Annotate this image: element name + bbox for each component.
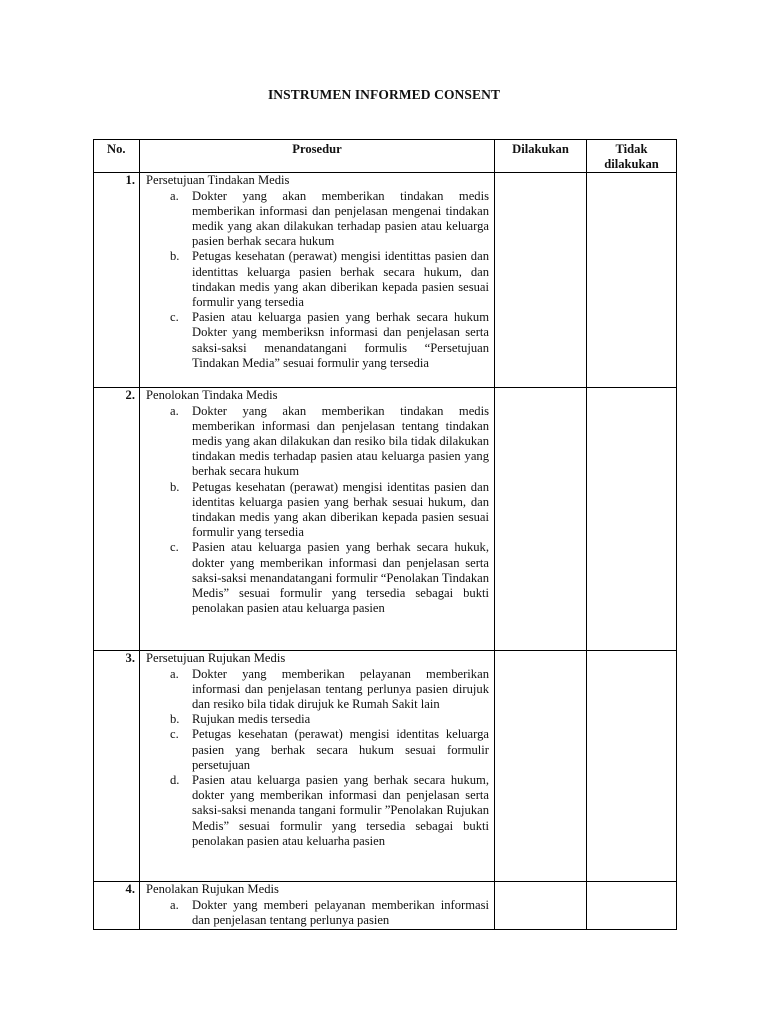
table-row [94, 388, 677, 651]
table-row [94, 651, 677, 882]
list-item: c. Petugas kesehatan (perawat) mengisi identitas keluarga pasien yang berhak secara hukum sesuai formulir persetujuan [170, 727, 489, 772]
step-list [146, 404, 489, 617]
not-done-cell[interactable] [587, 388, 677, 651]
done-cell[interactable] [495, 882, 587, 930]
table-row [94, 173, 677, 388]
list-item: a. Dokter yang akan memberikan tindakan medis memberikan informasi dan penjelasan tentang tindakan medis yang akan dilakukan dan resiko bila tidak dilakukan tindakan medis terhadap pasien atau keluarga pasien yang berhak secara hukum [170, 403, 489, 479]
not-done-cell[interactable] [587, 882, 677, 930]
table-row [94, 882, 677, 930]
done-cell[interactable] [495, 388, 587, 651]
section-title: Penolakan Rujukan Medis [146, 882, 279, 897]
row-number: 1. [94, 173, 140, 388]
list-item: b. Petugas kesehatan (perawat) mengisi identitas pasien dan identitas keluarga pasien yang berhak sesuai hukum, dan tindakan medis yang akan diberikan kepada pasien sesuai formulir yang tersedia [170, 479, 489, 540]
table-header-row [94, 140, 677, 173]
not-done-cell[interactable] [587, 173, 677, 388]
procedure-cell [140, 388, 495, 651]
header-not-done: Tidak dilakukan [587, 140, 677, 173]
section-title: Penolokan Tindaka Medis [146, 388, 278, 403]
procedure-cell [140, 651, 495, 882]
not-done-cell[interactable] [587, 651, 677, 882]
section-title: Persetujuan Tindakan Medis [146, 173, 290, 188]
list-item: c. Pasien atau keluarga pasien yang berhak secara hukum Dokter yang memberiksn informasi dan penjelasan serta saksi-saksi menandatangani formulis “Persetujuan Tindakan Media” sesuai formulir yang tersedia [170, 310, 489, 370]
section-title: Persetujuan Rujukan Medis [146, 651, 286, 666]
step-list [146, 189, 489, 371]
list-item: a. Dokter yang memberikan pelayanan memberikan informasi dan penjelasan tentang perlunya pasien dirujuk dan resiko bila tidak dirujuk ke Rumah Sakit lain [170, 666, 489, 712]
done-cell[interactable] [495, 651, 587, 882]
procedure-cell [140, 173, 495, 388]
consent-table [93, 139, 677, 930]
step-list [146, 898, 489, 928]
procedure-cell [140, 882, 495, 930]
list-item: a. Dokter yang akan memberikan tindakan medis memberikan informasi dan penjelasan mengenai tindakan medik yang akan dilakukan terhadap pasien atau keluarga pasien berhak secara hukum [170, 188, 489, 249]
header-procedure: Prosedur [140, 140, 495, 173]
done-cell[interactable] [495, 173, 587, 388]
list-item: b. Rujukan medis tersedia [170, 712, 311, 727]
list-item: d. Pasien atau keluarga pasien yang berhak secara hukum, dokter yang memberikan informasi dan penjelasan serta saksi-saksi menanda tangani formulir ”Penolakan Rujukan Medis” sesuai formulir yang tersedia sebagai bukti penolakan pasien atau keluarha pasien [170, 773, 489, 848]
list-item: c. Pasien atau keluarga pasien yang berhak secara hukuk, dokter yang memberikan informasi dan penjelasan serta saksi-saksi menandatangani formulir “Penolakan Tindakan Medis” sesuai formulir yang tersedia sebagai bukti penolakan pasien atau keluarga pasien [170, 540, 489, 616]
list-item: a. Dokter yang memberi pelayanan memberikan informasi dan penjelasan tentang perlunya pasien [170, 897, 489, 927]
header-done: Dilakukan [495, 140, 587, 173]
row-number: 2. [94, 388, 140, 651]
list-item: b. Petugas kesehatan (perawat) mengisi identittas pasien dan identittas keluarga pasien berhak secara hukum, dan tindakan medis yang akan diberikan kepada pasien sesuai formulir yang tersedia [170, 249, 489, 310]
step-list [146, 667, 489, 849]
row-number: 4. [94, 882, 140, 930]
document-title: INSTRUMEN INFORMED CONSENT [267, 87, 501, 102]
header-no: No. [94, 140, 140, 173]
row-number: 3. [94, 651, 140, 882]
